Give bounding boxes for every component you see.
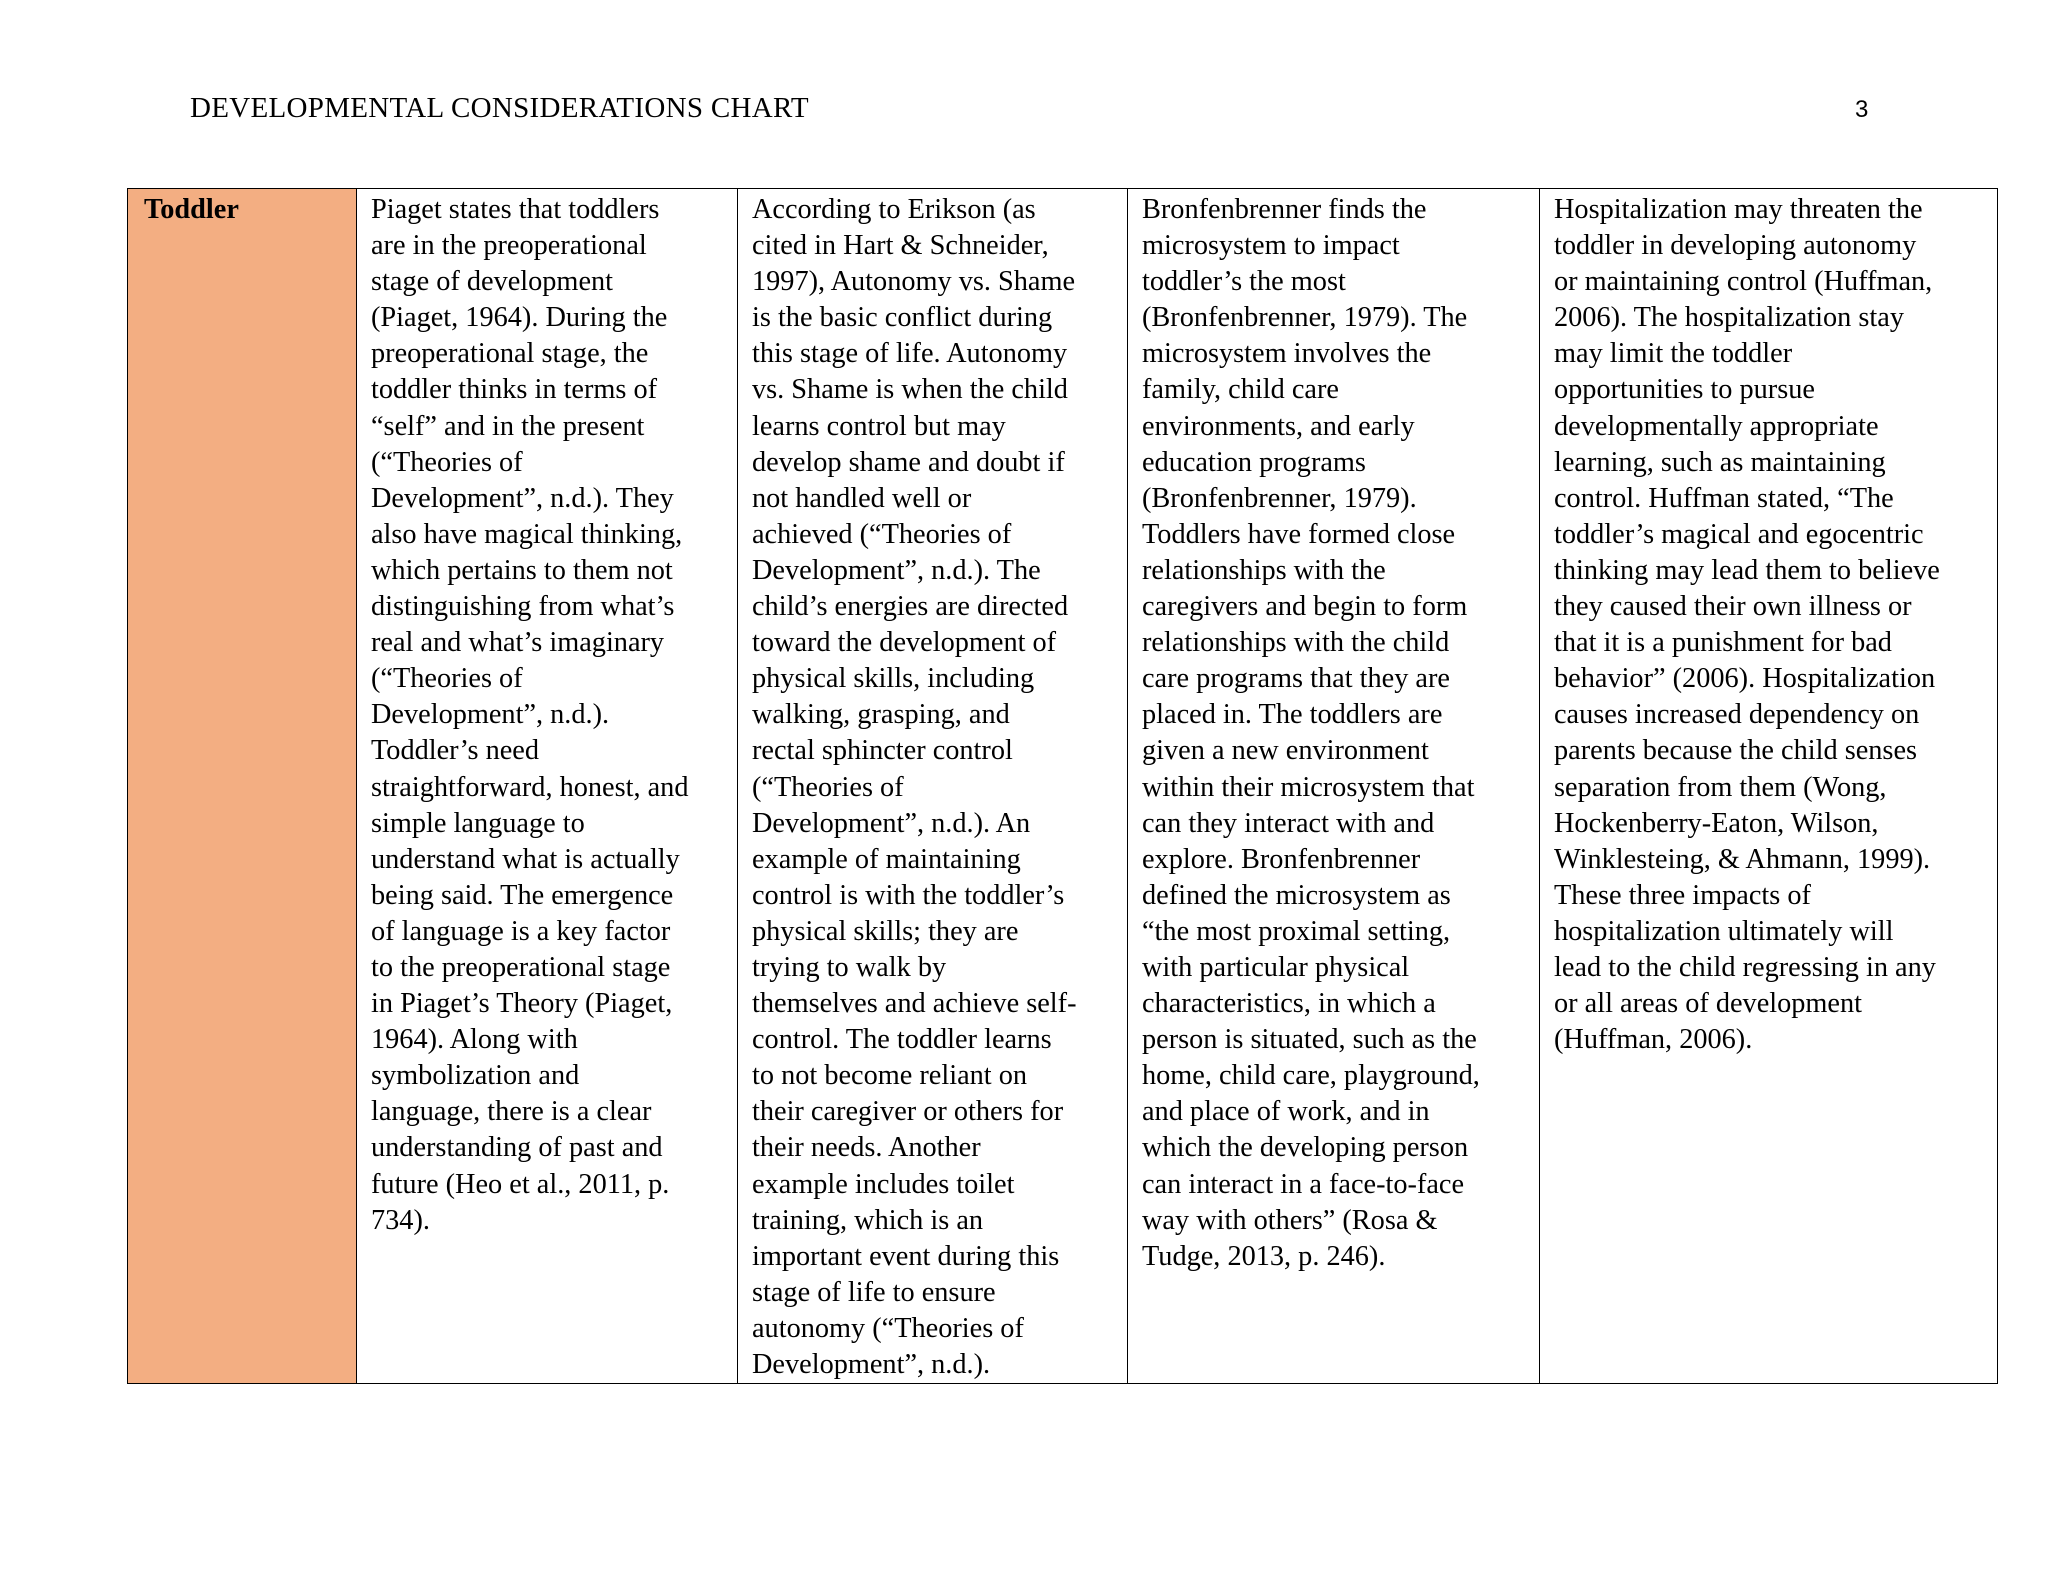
cell-text-line: defined the microsystem as (1142, 879, 1451, 911)
piaget-cell (357, 189, 738, 1384)
cell-text-line: future (Heo et al., 2011, p. (371, 1168, 670, 1200)
cell-text-line: control. Huffman stated, “The (1554, 482, 1894, 514)
cell-text-line: stage of development (371, 266, 614, 298)
cell-text-line: These three impacts of (1554, 879, 1811, 911)
cell-text-line: toddler’s magical and egocentric (1554, 518, 1924, 550)
cell-text-line: thinking may lead them to believe (1554, 554, 1940, 586)
cell-text-line: family, child care (1142, 374, 1339, 406)
cell-text-line: Tudge, 2013, p. 246). (1142, 1240, 1386, 1272)
cell-text-line: (Piaget, 1964). During the (371, 302, 668, 334)
cell-text-line: themselves and achieve self- (752, 988, 1077, 1020)
cell-text-line: preoperational stage, the (371, 338, 649, 370)
erikson-cell (738, 189, 1128, 1384)
cell-text-line: causes increased dependency on (1554, 699, 1920, 731)
cell-text-line: may limit the toddler (1554, 338, 1793, 370)
cell-text-line: rectal sphincter control (752, 735, 1013, 767)
cell-text-line: toward the development of (752, 627, 1057, 659)
cell-text-line: Toddlers have formed close (1142, 518, 1456, 550)
cell-text-line: distinguishing from what’s (371, 591, 675, 623)
cell-text-line: (Huffman, 2006). (1554, 1024, 1753, 1056)
cell-text-line: physical skills; they are (752, 915, 1019, 947)
cell-text-line: hospitalization ultimately will (1554, 915, 1894, 947)
cell-text-line: cited in Hart & Schneider, (752, 230, 1049, 262)
cell-text-line: language, there is a clear (371, 1096, 652, 1128)
cell-text-line: symbolization and (371, 1060, 580, 1092)
cell-text-line: microsystem involves the (1142, 338, 1432, 370)
cell-text-line: 2006). The hospitalization stay (1554, 302, 1904, 334)
cell-text-line: person is situated, such as the (1142, 1024, 1477, 1056)
bronfenbrenner-cell (1128, 189, 1540, 1384)
cell-text-line: control. The toddler learns (752, 1024, 1052, 1056)
cell-text-line: toddler’s the most (1142, 266, 1346, 298)
cell-text-line: vs. Shame is when the child (752, 374, 1068, 406)
cell-text-line: this stage of life. Autonomy (752, 338, 1068, 370)
cell-text-line: Toddler’s need (371, 735, 540, 767)
cell-text-line: and place of work, and in (1142, 1096, 1430, 1128)
developmental-considerations-table (127, 188, 1998, 1384)
cell-text-line: achieved (“Theories of (752, 518, 1012, 550)
cell-text-line: within their microsystem that (1142, 771, 1475, 803)
cell-text-line: Development”, n.d.). (752, 1349, 991, 1380)
cell-text-line: characteristics, in which a (1142, 988, 1436, 1020)
hospitalization-cell (1540, 189, 1998, 1384)
cell-text-line: (Bronfenbrenner, 1979). The (1142, 302, 1468, 334)
cell-text-line: learns control but may (752, 410, 1006, 442)
cell-text-line: education programs (1142, 446, 1366, 478)
cell-text-line: developmentally appropriate (1554, 410, 1879, 442)
table-row-toddler (128, 189, 1998, 1384)
cell-text-line: “self” and in the present (371, 410, 645, 442)
cell-text-line: toddler in developing autonomy (1554, 230, 1917, 262)
cell-text-line: opportunities to pursue (1554, 374, 1815, 406)
cell-text-line: caregivers and begin to form (1142, 591, 1468, 623)
cell-text-line: 1997), Autonomy vs. Shame (752, 266, 1076, 298)
cell-text-line: separation from them (Wong, (1554, 771, 1887, 803)
cell-text-line: 1964). Along with (371, 1024, 578, 1056)
cell-text-line: autonomy (“Theories of (752, 1312, 1024, 1344)
cell-text-line: with particular physical (1142, 951, 1410, 983)
cell-text-line: Development”, n.d.). An (752, 807, 1031, 839)
cell-text-line: microsystem to impact (1142, 230, 1400, 262)
cell-text-line: to not become reliant on (752, 1060, 1028, 1092)
cell-text-line: behavior” (2006). Hospitalization (1554, 663, 1936, 695)
cell-text-line: Development”, n.d.). (371, 699, 610, 731)
cell-text-line: real and what’s imaginary (371, 627, 665, 659)
cell-text-line: their needs. Another (752, 1132, 981, 1164)
cell-text-line: relationships with the (1142, 554, 1386, 586)
cell-text-line: Winklesteing, & Ahmann, 1999). (1554, 843, 1931, 875)
cell-text-line: their caregiver or others for (752, 1096, 1064, 1128)
cell-text-line: parents because the child senses (1554, 735, 1918, 767)
cell-text-line: can interact in a face-to-face (1142, 1168, 1465, 1200)
cell-text-line: to the preoperational stage (371, 951, 671, 983)
cell-text-line: understand what is actually (371, 843, 680, 875)
cell-text-line: being said. The emergence (371, 879, 674, 911)
cell-text-line: understanding of past and (371, 1132, 663, 1164)
cell-text-line: 734). (371, 1204, 430, 1236)
cell-text-line: Bronfenbrenner finds the (1142, 194, 1427, 225)
cell-text-line: care programs that they are (1142, 663, 1450, 695)
cell-text-line: relationships with the child (1142, 627, 1450, 659)
cell-text-line: (“Theories of (371, 446, 523, 478)
cell-text-line: Development”, n.d.). They (371, 482, 674, 514)
cell-text-line: in Piaget’s Theory (Piaget, (371, 988, 673, 1020)
cell-text-line: (Bronfenbrenner, 1979). (1142, 482, 1417, 514)
cell-text-line: which pertains to them not (371, 554, 673, 586)
cell-text-line: example of maintaining (752, 843, 1021, 875)
cell-text-line: According to Erikson (as (752, 194, 1036, 225)
cell-text-line: lead to the child regressing in any (1554, 951, 1936, 983)
cell-text-line: develop shame and doubt if (752, 446, 1065, 478)
cell-text-line: Hockenberry-Eaton, Wilson, (1554, 807, 1879, 839)
cell-text-line: placed in. The toddlers are (1142, 699, 1443, 731)
cell-text-line: or maintaining control (Huffman, (1554, 266, 1933, 298)
cell-text-line: physical skills, including (752, 663, 1035, 695)
cell-text-line: can they interact with and (1142, 807, 1435, 839)
page-header-title: DEVELOPMENTAL CONSIDERATIONS CHART (190, 92, 809, 124)
cell-text-line: explore. Bronfenbrenner (1142, 843, 1421, 875)
cell-text-line: “the most proximal setting, (1142, 915, 1451, 947)
cell-text-line: Development”, n.d.). The (752, 554, 1041, 586)
cell-text-line: control is with the toddler’s (752, 879, 1065, 911)
cell-text-line: home, child care, playground, (1142, 1060, 1480, 1092)
cell-text-line: which the developing person (1142, 1132, 1469, 1164)
cell-text-line: (“Theories of (752, 771, 904, 803)
cell-text-line: stage of life to ensure (752, 1276, 996, 1308)
cell-text-line: example includes toilet (752, 1168, 1015, 1200)
cell-text-line: also have magical thinking, (371, 518, 683, 550)
cell-text-line: are in the preoperational (371, 230, 647, 262)
cell-text-line: (“Theories of (371, 663, 523, 695)
cell-text-line: Piaget states that toddlers (371, 194, 660, 225)
cell-text-line: or all areas of development (1554, 988, 1862, 1020)
cell-text-line: toddler thinks in terms of (371, 374, 658, 406)
cell-text-line: that it is a punishment for bad (1554, 627, 1892, 659)
cell-text-line: they caused their own illness or (1554, 591, 1912, 623)
page-number: 3 (1855, 96, 1869, 123)
cell-text-line: learning, such as maintaining (1554, 446, 1886, 478)
cell-text-line: is the basic conflict during (752, 302, 1053, 334)
cell-text-line: simple language to (371, 807, 585, 839)
cell-text-line: environments, and early (1142, 410, 1415, 442)
cell-text-line: training, which is an (752, 1204, 984, 1236)
cell-text-line: important event during this (752, 1240, 1060, 1272)
cell-text-line: of language is a key factor (371, 915, 671, 947)
cell-text-line: child’s energies are directed (752, 591, 1069, 623)
cell-text-line: not handled well or (752, 482, 972, 514)
cell-text-line: given a new environment (1142, 735, 1429, 767)
cell-text-line: straightforward, honest, and (371, 771, 689, 803)
stage-label-cell: Toddler (128, 189, 357, 1384)
cell-text-line: walking, grasping, and (752, 699, 1010, 731)
cell-text-line: trying to walk by (752, 951, 947, 983)
cell-text-line: way with others” (Rosa & (1142, 1204, 1438, 1236)
cell-text-line: Hospitalization may threaten the (1554, 194, 1923, 225)
